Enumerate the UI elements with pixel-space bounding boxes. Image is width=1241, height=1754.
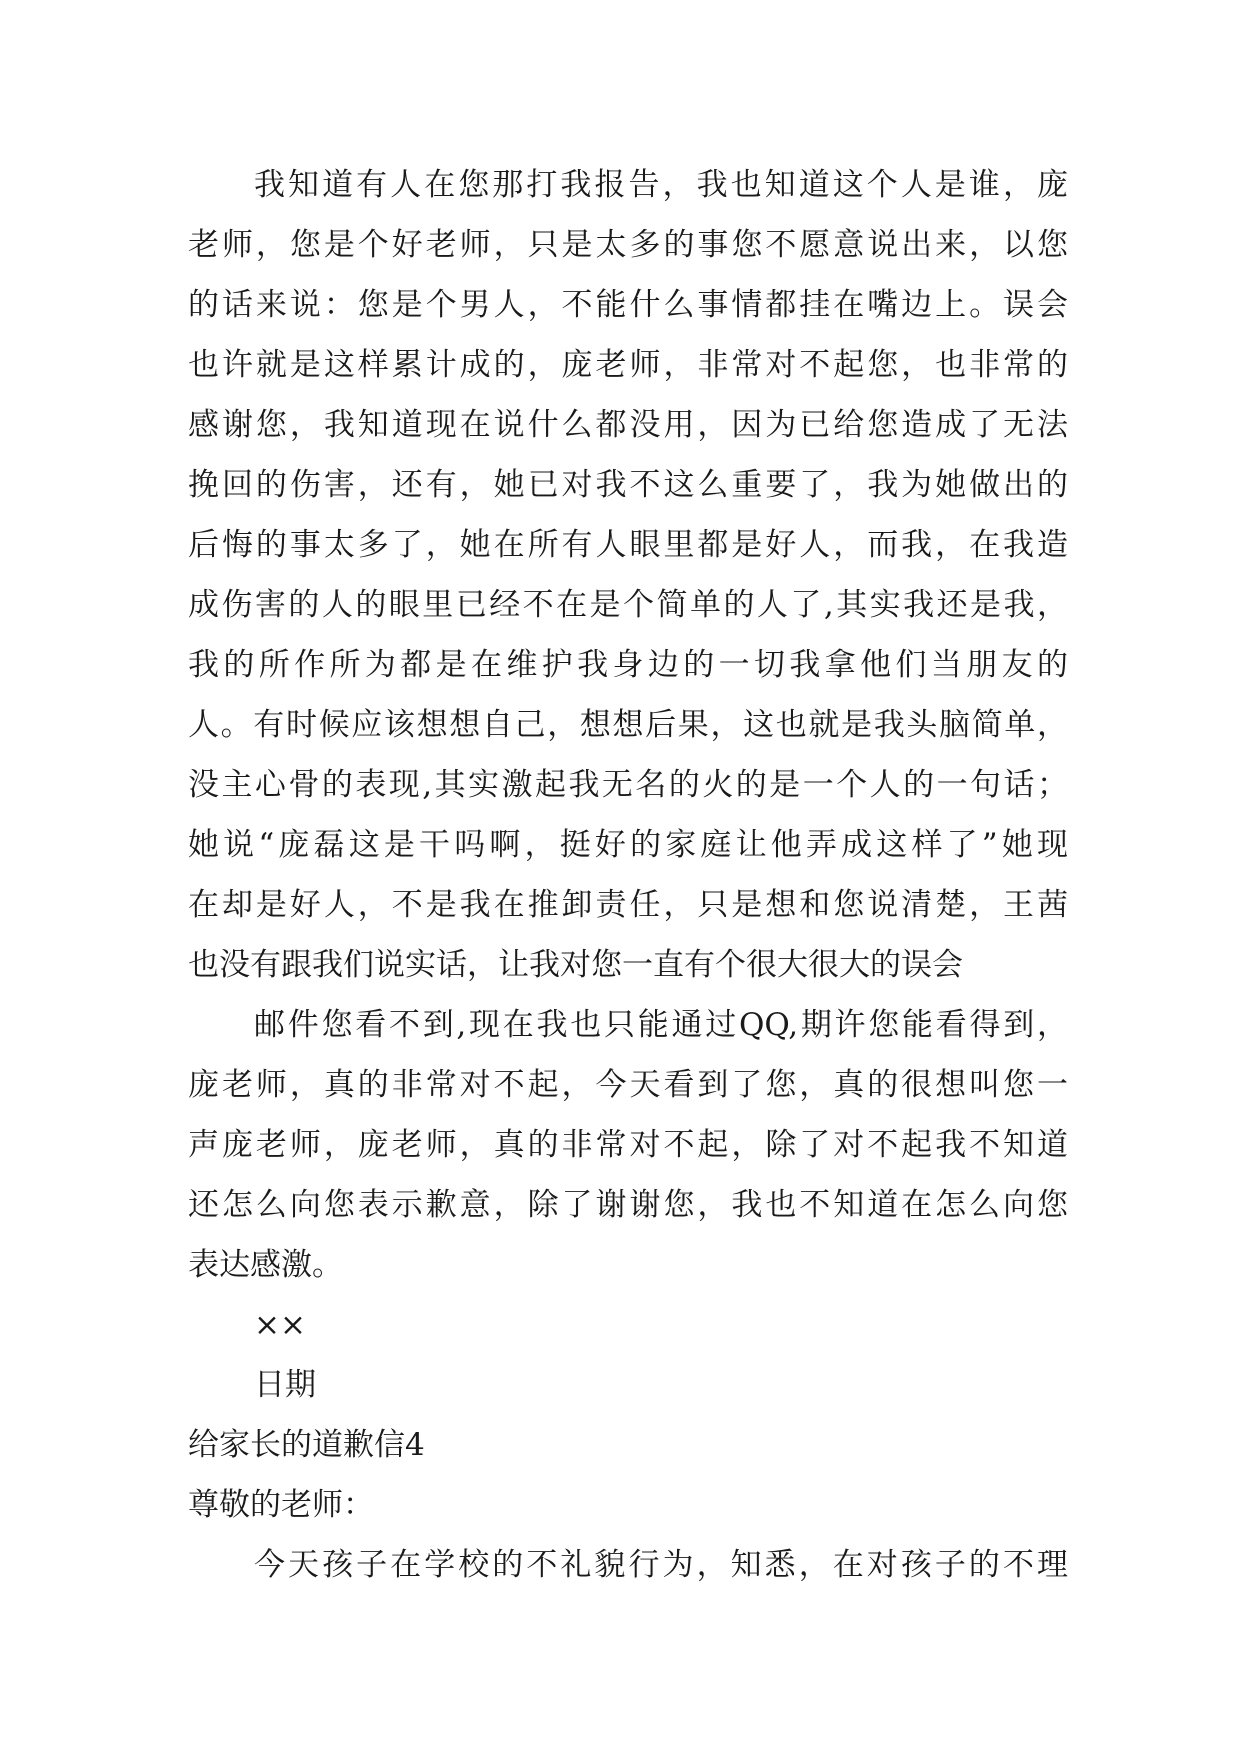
body-line: 我的所作所为都是在维护我身边的一切我拿他们当朋友的	[188, 647, 1068, 683]
body-line: 她说“庞磊这是干吗啊，挺好的家庭让他弄成这样了”她现	[188, 827, 1068, 863]
body-line: 表达感激。	[188, 1247, 343, 1283]
letter-body	[188, 155, 1068, 1595]
body-line: 人。有时候应该想想自己，想想后果，这也就是我头脑简单，	[188, 707, 1068, 743]
body-line: 老师，您是个好老师，只是太多的事您不愿意说出来，以您	[188, 227, 1068, 263]
body-line: 挽回的伤害，还有，她已对我不这么重要了，我为她做出的	[188, 467, 1068, 503]
body-line: 没主心骨的表现,其实激起我无名的火的是一个人的一句话；	[188, 767, 1068, 803]
body-line: 声庞老师，庞老师，真的非常对不起，除了对不起我不知道	[188, 1127, 1068, 1163]
body-line: 在却是好人，不是我在推卸责任，只是想和您说清楚，王茜	[188, 887, 1068, 923]
body-line: 也没有跟我们说实话，让我对您一直有个很大很大的误会	[188, 947, 963, 983]
salutation: 尊敬的老师：	[188, 1487, 374, 1523]
signature: ××	[254, 1307, 306, 1343]
body-line: 后悔的事太多了，她在所有人眼里都是好人，而我，在我造	[188, 527, 1068, 563]
body-line: 感谢您，我知道现在说什么都没用，因为已给您造成了无法	[188, 407, 1068, 443]
body-line: 成伤害的人的眼里已经不在是个简单的人了,其实我还是我，	[188, 587, 1068, 623]
body-line: 邮件您看不到,现在我也只能通过QQ,期许您能看得到，	[254, 1007, 1068, 1043]
section-title: 给家长的道歉信4	[188, 1427, 425, 1463]
body-line: 的话来说：您是个男人，不能什么事情都挂在嘴边上。误会	[188, 287, 1068, 323]
body-line: 我知道有人在您那打我报告，我也知道这个人是谁，庞	[254, 167, 1068, 203]
body-line: 今天孩子在学校的不礼貌行为，知悉，在对孩子的不理	[254, 1547, 1068, 1583]
date-label: 日期	[254, 1367, 316, 1403]
body-line: 还怎么向您表示歉意，除了谢谢您，我也不知道在怎么向您	[188, 1187, 1068, 1223]
body-line: 也许就是这样累计成的，庞老师，非常对不起您，也非常的	[188, 347, 1068, 383]
body-line: 庞老师，真的非常对不起，今天看到了您，真的很想叫您一	[188, 1067, 1068, 1103]
